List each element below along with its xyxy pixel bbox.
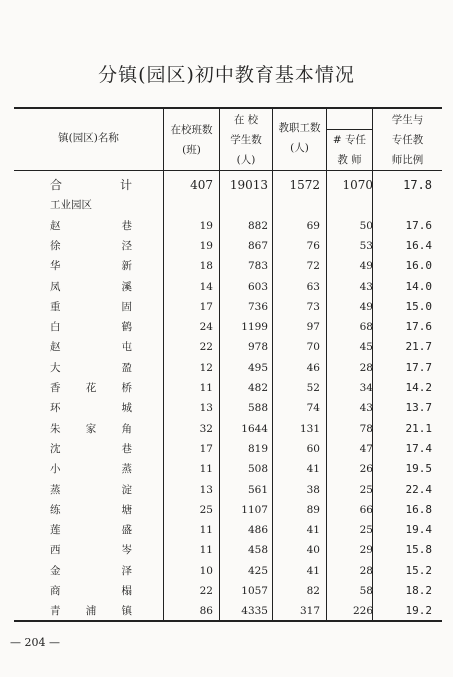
student-teacher-ratio: 21.7 [405,340,432,354]
staff-count: 41 [306,564,320,577]
staff-count: 38 [306,483,320,496]
student-count: 819 [247,442,268,455]
town-name: 华 新 [50,260,132,273]
class-count: 86 [199,605,213,618]
class-count: 11 [199,463,213,476]
class-count: 24 [199,321,213,334]
table-header-rule [14,170,442,171]
student-teacher-ratio: 17.6 [405,218,432,232]
town-name: 朱 家 角 [50,422,132,435]
staff-count: 72 [306,260,320,273]
class-count: 12 [199,361,213,374]
staff-count: 74 [306,402,320,415]
class-count: 22 [199,341,213,354]
table-row [0,398,453,418]
teacher-count: 53 [359,239,373,252]
teacher-count: 226 [352,605,373,618]
student-count: 1644 [241,422,268,435]
class-count: 19 [199,239,213,252]
table-row [0,561,453,581]
student-count: 867 [247,239,268,252]
class-count: 19 [199,219,213,232]
teacher-count: 34 [359,382,373,394]
town-name: 合 计 [50,178,132,192]
table-row [0,358,453,378]
table-row [0,540,453,560]
staff-count: 41 [306,463,320,476]
table-row [0,378,453,398]
staff-count: 89 [306,503,320,516]
table-row [0,581,453,601]
header-classes: 在校班数 (班) [170,124,213,156]
student-teacher-ratio: 17.7 [405,360,432,374]
town-name: 工业园区 [50,199,92,212]
total-row [0,175,453,195]
student-count: 736 [247,300,268,313]
teacher-count: 29 [359,544,373,557]
town-name: 练 塘 [50,503,132,516]
class-count: 11 [199,382,213,394]
teacher-count: 68 [359,321,373,334]
student-teacher-ratio: 14.0 [405,279,432,293]
header-teachers: # 专任 教 师 [332,134,367,166]
teacher-count: 58 [359,585,373,597]
class-count: 17 [199,300,213,313]
staff-count: 70 [306,341,320,354]
student-teacher-ratio: 16.4 [405,238,432,252]
staff-count: 69 [306,219,320,232]
class-count: 407 [190,178,213,192]
student-teacher-ratio: 15.2 [405,563,432,577]
student-count: 783 [247,260,268,273]
table-top-rule [14,107,442,109]
class-count: 11 [199,544,213,557]
header-students: 在 校 学生数 (人) [230,114,262,166]
header-staff: 教职工数 (人) [278,122,321,154]
table-row [0,236,453,256]
town-name: 青 浦 镇 [50,605,132,618]
town-name: 白 鹤 [50,321,132,334]
teacher-count: 1070 [342,178,373,192]
teacher-count: 50 [359,219,373,232]
table-row [0,419,453,439]
header-ratio: 学生与 专任教 师比例 [391,114,424,166]
student-count: 458 [247,544,268,557]
staff-count: 40 [306,544,320,557]
table-row [0,601,453,621]
student-teacher-ratio: 17.6 [405,320,432,334]
teacher-count: 47 [359,442,373,455]
section-label-row [0,195,453,215]
student-count: 4335 [241,605,268,618]
student-teacher-ratio: 22.4 [405,482,432,496]
student-teacher-ratio: 21.1 [405,421,432,435]
student-count: 486 [247,524,268,537]
header-name: 镇(园区)名称 [58,132,119,144]
staff-count: 73 [306,300,320,313]
teacher-count: 49 [359,300,373,313]
teacher-count: 28 [359,361,373,374]
town-name: 大 盈 [50,361,132,374]
student-count: 978 [247,341,268,354]
staff-count: 1572 [289,178,320,192]
class-count: 17 [199,442,213,455]
page-number: — 204 — [10,636,60,649]
staff-count: 52 [306,382,320,394]
town-name: 商 榻 [50,585,132,597]
town-name: 西 岑 [50,544,132,557]
teacher-count: 49 [359,260,373,273]
teacher-count: 43 [359,402,373,415]
teacher-count: 45 [359,341,373,354]
table-row [0,317,453,337]
student-teacher-ratio: 19.4 [405,523,432,537]
teacher-count: 28 [359,564,373,577]
student-teacher-ratio: 18.2 [405,584,432,597]
page-title: 分镇(园区)初中教育基本情况 [98,64,355,86]
student-teacher-ratio: 17.4 [405,441,432,455]
table-row [0,480,453,500]
student-count: 482 [247,382,268,394]
class-count: 13 [199,483,213,496]
staff-count: 60 [306,442,320,455]
staff-count: 82 [306,585,320,597]
student-count: 425 [247,564,268,577]
teacher-count: 26 [359,463,373,476]
class-count: 14 [199,280,213,293]
town-name: 蒸 淀 [50,483,132,496]
student-count: 1107 [241,503,268,516]
town-name: 赵 巷 [50,219,132,232]
teacher-count: 43 [359,280,373,293]
table-row [0,256,453,276]
table-row [0,297,453,317]
student-teacher-ratio: 17.8 [403,178,432,192]
class-count: 11 [199,524,213,537]
teacher-count: 25 [359,483,373,496]
staff-count: 46 [306,361,320,374]
town-name: 徐 泾 [50,239,132,252]
class-count: 13 [199,402,213,415]
class-count: 32 [199,422,213,435]
student-count: 495 [247,361,268,374]
town-name: 环 城 [50,402,132,415]
staff-count: 131 [299,422,320,435]
student-count: 561 [247,483,268,496]
student-count: 588 [247,402,268,415]
student-teacher-ratio: 16.0 [405,259,432,273]
class-count: 18 [199,260,213,273]
student-teacher-ratio: 13.7 [405,401,432,415]
town-name: 重 固 [50,300,132,313]
student-count: 508 [247,463,268,476]
staff-count: 63 [306,280,320,293]
table-row [0,500,453,520]
town-name: 沈 巷 [50,442,132,455]
student-teacher-ratio: 15.8 [405,543,432,557]
student-teacher-ratio: 15.0 [405,299,432,313]
town-name: 赵 屯 [50,341,132,354]
student-count: 1057 [241,585,268,597]
staff-count: 97 [306,321,320,334]
class-count: 10 [199,564,213,577]
table-row [0,439,453,459]
student-count: 19013 [229,178,268,192]
student-teacher-ratio: 19.2 [405,604,432,618]
teacher-count: 66 [359,503,373,516]
table-row [0,277,453,297]
student-teacher-ratio: 14.2 [405,381,432,394]
teacher-count: 25 [359,524,373,537]
table-row [0,216,453,236]
town-name: 凤 溪 [50,280,132,293]
town-name: 小 蒸 [50,463,132,476]
table-row [0,520,453,540]
class-count: 25 [199,503,213,516]
class-count: 22 [199,585,213,597]
staff-count: 76 [306,239,320,252]
student-teacher-ratio: 19.5 [405,462,432,476]
student-teacher-ratio: 16.8 [405,502,432,516]
staff-count: 41 [306,524,320,537]
town-name: 莲 盛 [50,524,132,537]
table-row [0,459,453,479]
student-count: 1199 [241,321,268,334]
teacher-count: 78 [359,422,373,435]
staff-count: 317 [299,605,320,618]
town-name: 香 花 桥 [50,382,132,394]
student-count: 603 [247,280,268,293]
town-name: 金 泽 [50,564,132,577]
table-row [0,337,453,357]
student-count: 882 [247,219,268,232]
